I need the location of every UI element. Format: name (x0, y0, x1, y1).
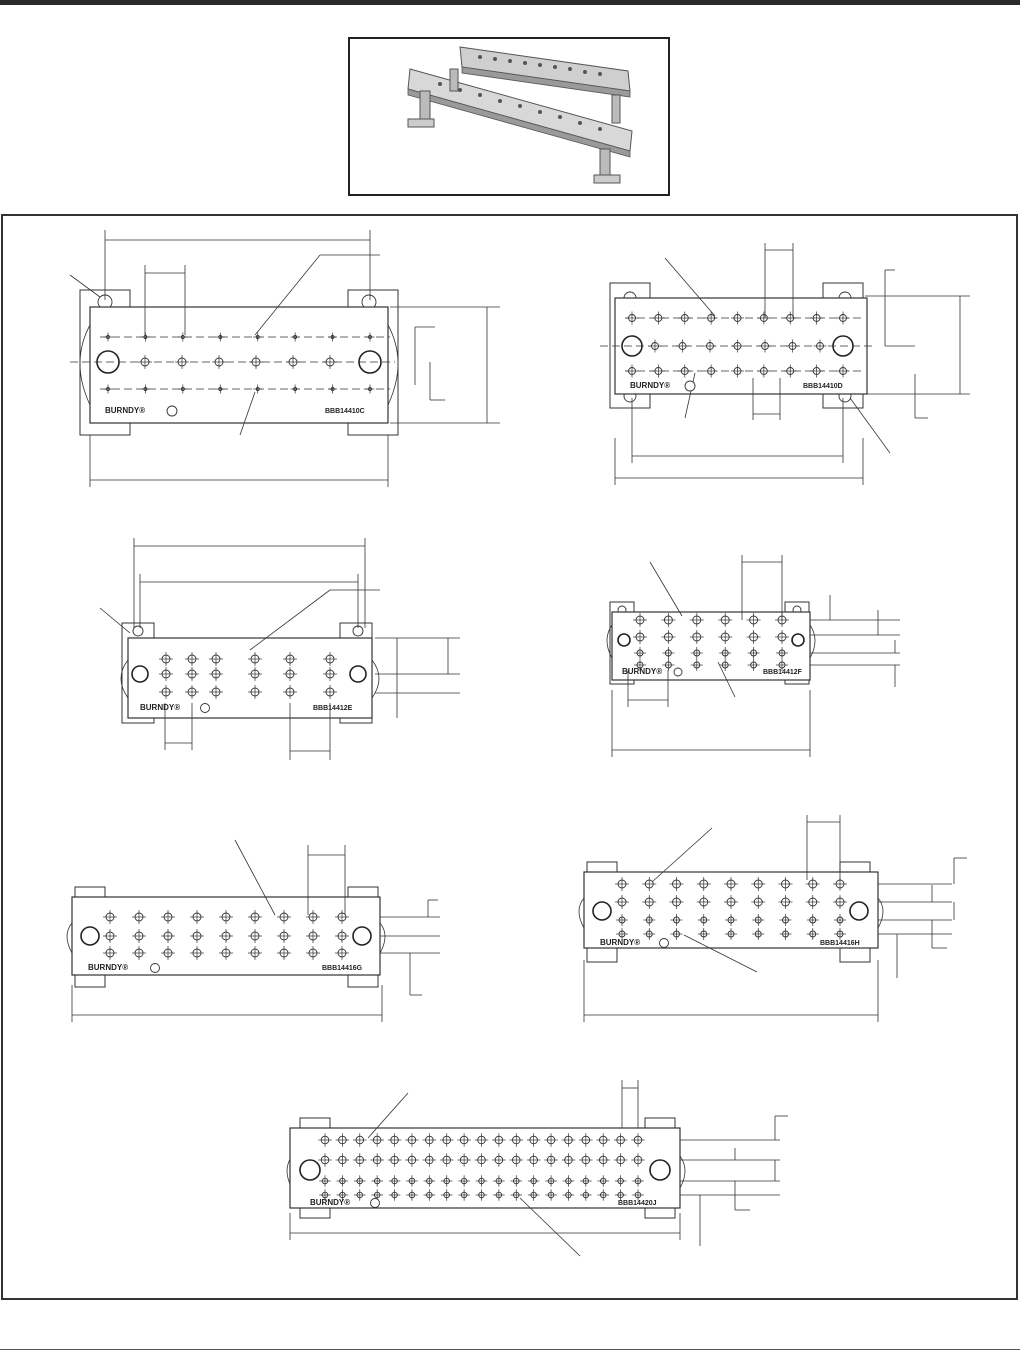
brand-label: BURNDY® (105, 406, 146, 415)
brand-label: BURNDY® (88, 963, 129, 972)
view-bbb14420j (280, 1078, 800, 1268)
view-bbb14412f (600, 550, 920, 760)
product-photo (350, 39, 668, 194)
brand-label: BURNDY® (140, 703, 181, 712)
view-bbb14416g (60, 835, 450, 1030)
product-photo-frame (348, 37, 670, 196)
view-bbb14412e (100, 538, 500, 768)
view-bbb14416h (572, 810, 1012, 1025)
top-rule (0, 0, 1020, 5)
brand-label: BURNDY® (310, 1198, 351, 1207)
brand-label: BURNDY® (622, 667, 663, 676)
part-number: BBB14416G (322, 965, 363, 972)
part-number: BBB14412F (763, 669, 802, 676)
part-number: BBB14412E (313, 705, 353, 712)
view-bbb14410c (60, 225, 510, 495)
part-number: BBB14416H (820, 940, 860, 947)
part-number: BBB14410D (803, 383, 843, 390)
brand-label: BURNDY® (630, 381, 671, 390)
view-bbb14410d (595, 238, 1015, 498)
brand-label: BURNDY® (600, 938, 641, 947)
bottom-rule (0, 1349, 1020, 1350)
part-number: BBB14420J (618, 1200, 657, 1207)
part-number: BBB14410C (325, 408, 365, 415)
